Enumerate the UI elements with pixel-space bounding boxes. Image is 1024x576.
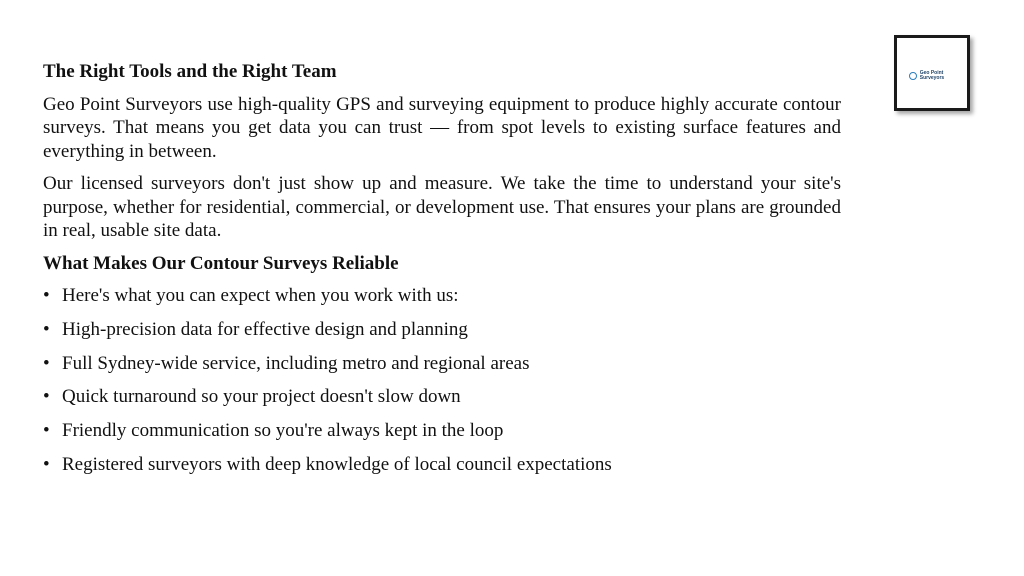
logo-lockup (909, 71, 967, 81)
list-item-text: Friendly communication so you're always kept in the loop (62, 420, 504, 442)
list-item (43, 385, 841, 409)
list-item (43, 352, 841, 376)
bullet-icon: • (43, 453, 50, 475)
bullet-icon: • (43, 386, 50, 408)
bullet-icon: • (43, 285, 50, 306)
list-item (43, 318, 841, 342)
list-item-text: Quick turnaround so your project doesn't slow down (62, 386, 461, 408)
section-heading-reliable: What Makes Our Contour Surveys Reliable (43, 252, 399, 274)
bullet-icon: • (43, 420, 50, 442)
list-item (43, 419, 841, 443)
list-item-text: Registered surveyors with deep knowledge of local council expectations (62, 453, 612, 475)
bullet-icon: • (43, 318, 50, 340)
company-logo (894, 35, 970, 111)
list-item (43, 284, 841, 308)
paragraph-licensed-surveyors: Our licensed surveyors don't just show up and measure. We take the time to understand your site's purpose, whether for residential, commercial, or development use. That ensures your plans are grounded in real, usable site data. (43, 173, 841, 241)
bullet-icon: • (43, 352, 50, 374)
list-item-text: Full Sydney-wide service, including metro and regional areas (62, 352, 530, 374)
list-item-text: Here's what you can expect when you work with us: (62, 285, 459, 306)
section-heading-tools-team: The Right Tools and the Right Team (43, 61, 337, 82)
list-item (43, 453, 841, 477)
logo-brand-text: Geo Point Surveyors (919, 70, 945, 81)
list-item-text: High-precision data for effective design and planning (62, 318, 468, 340)
geo-point-logo-icon (909, 72, 917, 80)
document-content (43, 60, 841, 487)
paragraph-equipment: Geo Point Surveyors use high-quality GPS and surveying equipment to produce highly accurate contour surveys. That means you get data you can trust — from spot levels to existing surface features and everything in between. (43, 93, 841, 162)
reliability-bullet-list (43, 284, 841, 476)
